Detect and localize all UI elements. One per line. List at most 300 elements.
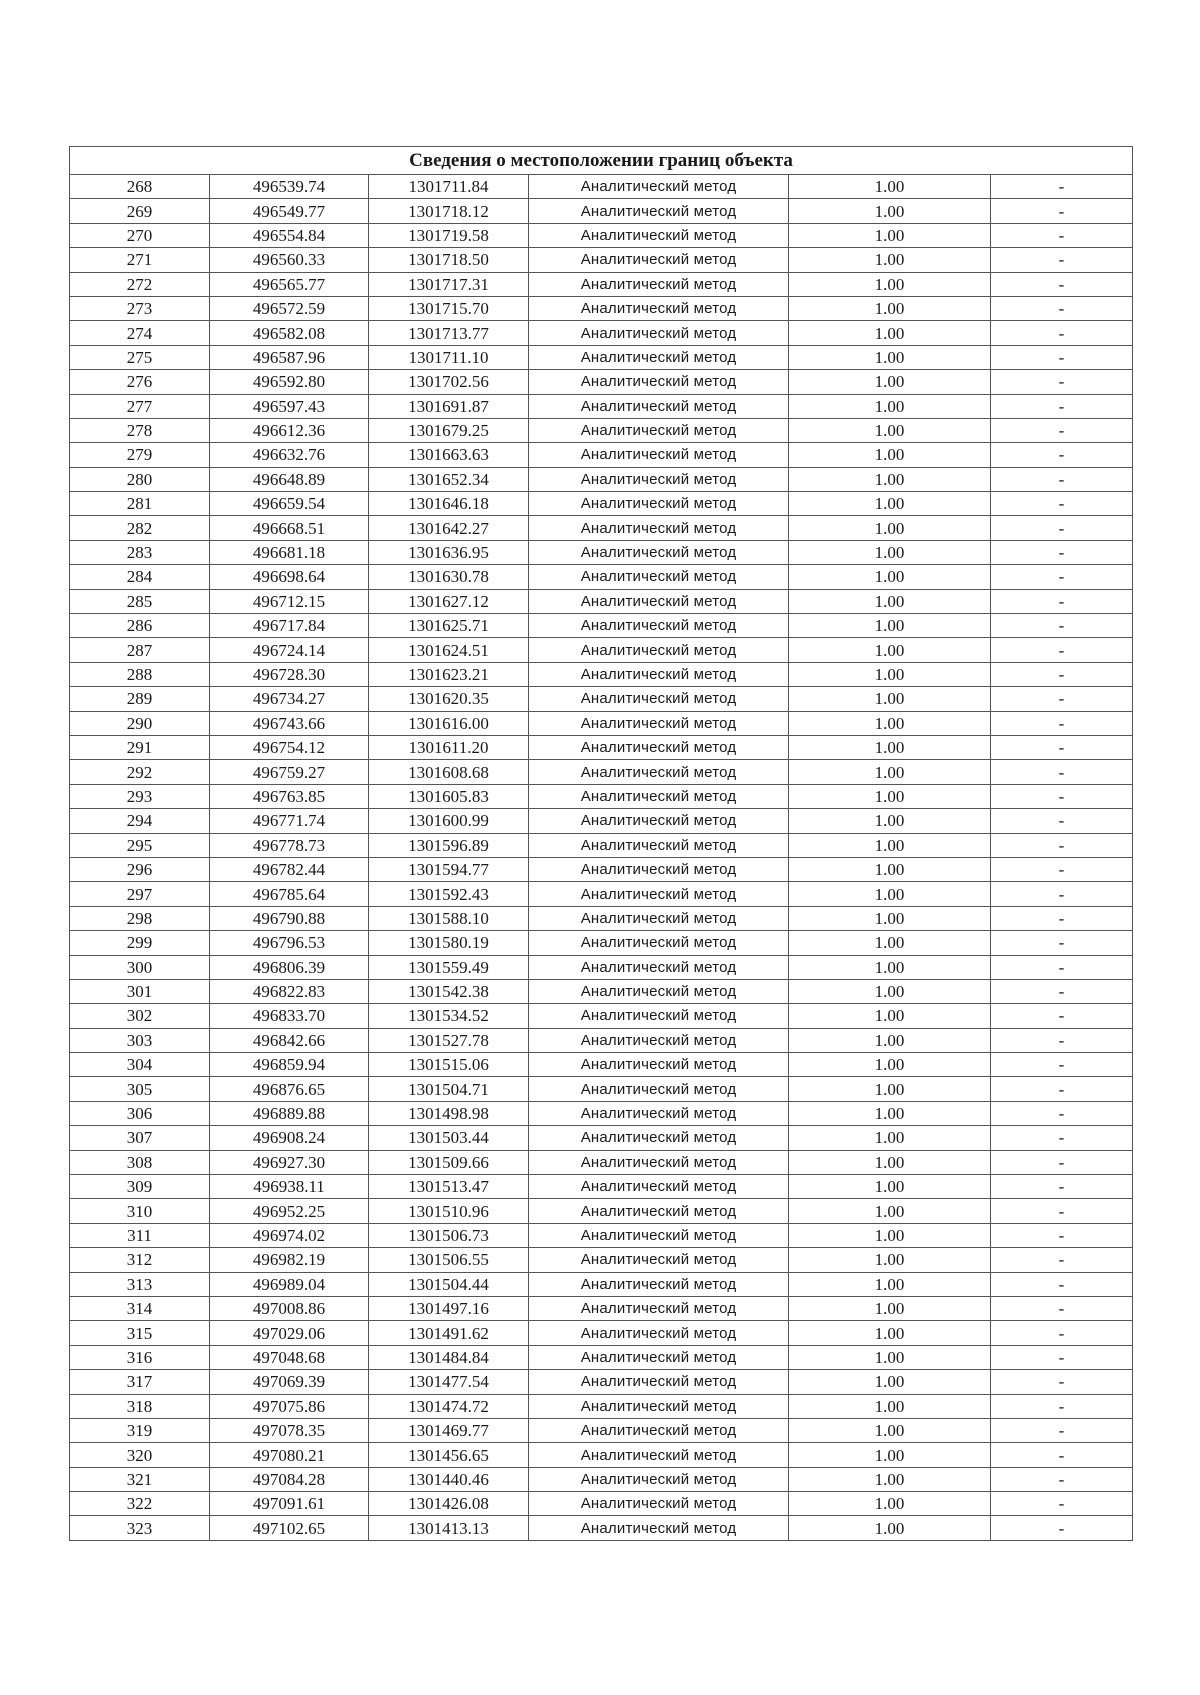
point-number-cell: 284 [70,565,210,589]
table-row [70,882,1133,906]
description-cell: - [991,199,1133,223]
method-cell: Аналитический метод [529,979,789,1003]
accuracy-cell: 1.00 [789,1150,991,1174]
x-coordinate-cell: 496717.84 [210,614,369,638]
point-number-cell: 298 [70,906,210,930]
x-coordinate-cell: 496876.65 [210,1077,369,1101]
table-row [70,784,1133,808]
table-row [70,223,1133,247]
x-coordinate-cell: 496648.89 [210,467,369,491]
description-cell: - [991,955,1133,979]
description-cell: - [991,857,1133,881]
method-cell: Аналитический метод [529,614,789,638]
description-cell: - [991,345,1133,369]
x-coordinate-cell: 496572.59 [210,296,369,320]
description-cell: - [991,321,1133,345]
description-cell: - [991,589,1133,613]
y-coordinate-cell: 1301611.20 [369,735,529,759]
y-coordinate-cell: 1301484.84 [369,1345,529,1369]
x-coordinate-cell: 497102.65 [210,1516,369,1540]
y-coordinate-cell: 1301498.98 [369,1101,529,1125]
table-row [70,1418,1133,1442]
x-coordinate-cell: 496698.64 [210,565,369,589]
point-number-cell: 303 [70,1028,210,1052]
point-number-cell: 295 [70,833,210,857]
accuracy-cell: 1.00 [789,1199,991,1223]
x-coordinate-cell: 496565.77 [210,272,369,296]
description-cell: - [991,272,1133,296]
table-row [70,272,1133,296]
x-coordinate-cell: 496927.30 [210,1150,369,1174]
accuracy-cell: 1.00 [789,979,991,1003]
table-row [70,833,1133,857]
y-coordinate-cell: 1301497.16 [369,1296,529,1320]
accuracy-cell: 1.00 [789,565,991,589]
accuracy-cell: 1.00 [789,955,991,979]
point-number-cell: 276 [70,370,210,394]
table-row [70,1492,1133,1516]
table-row [70,540,1133,564]
method-cell: Аналитический метод [529,760,789,784]
table-row [70,1053,1133,1077]
accuracy-cell: 1.00 [789,760,991,784]
point-number-cell: 281 [70,492,210,516]
x-coordinate-cell: 496771.74 [210,809,369,833]
point-number-cell: 301 [70,979,210,1003]
y-coordinate-cell: 1301663.63 [369,443,529,467]
y-coordinate-cell: 1301600.99 [369,809,529,833]
table-row [70,1028,1133,1052]
point-number-cell: 305 [70,1077,210,1101]
y-coordinate-cell: 1301506.73 [369,1223,529,1247]
description-cell: - [991,540,1133,564]
table-row [70,296,1133,320]
description-cell: - [991,1345,1133,1369]
point-number-cell: 288 [70,662,210,686]
x-coordinate-cell: 496782.44 [210,857,369,881]
description-cell: - [991,1199,1133,1223]
table-row [70,931,1133,955]
description-cell: - [991,784,1133,808]
description-cell: - [991,370,1133,394]
x-coordinate-cell: 496806.39 [210,955,369,979]
table-row [70,955,1133,979]
description-cell: - [991,1394,1133,1418]
accuracy-cell: 1.00 [789,1223,991,1247]
point-number-cell: 297 [70,882,210,906]
accuracy-cell: 1.00 [789,1394,991,1418]
x-coordinate-cell: 497048.68 [210,1345,369,1369]
method-cell: Аналитический метод [529,321,789,345]
boundary-points-table [69,146,1133,1541]
accuracy-cell: 1.00 [789,1516,991,1540]
method-cell: Аналитический метод [529,199,789,223]
y-coordinate-cell: 1301592.43 [369,882,529,906]
point-number-cell: 269 [70,199,210,223]
point-number-cell: 304 [70,1053,210,1077]
description-cell: - [991,1296,1133,1320]
description-cell: - [991,1516,1133,1540]
y-coordinate-cell: 1301534.52 [369,1004,529,1028]
x-coordinate-cell: 496763.85 [210,784,369,808]
accuracy-cell: 1.00 [789,443,991,467]
point-number-cell: 307 [70,1126,210,1150]
method-cell: Аналитический метод [529,1077,789,1101]
point-number-cell: 302 [70,1004,210,1028]
x-coordinate-cell: 496889.88 [210,1101,369,1125]
table-row [70,760,1133,784]
table-row [70,321,1133,345]
table-row [70,345,1133,369]
accuracy-cell: 1.00 [789,735,991,759]
description-cell: - [991,662,1133,686]
x-coordinate-cell: 497075.86 [210,1394,369,1418]
accuracy-cell: 1.00 [789,638,991,662]
method-cell: Аналитический метод [529,662,789,686]
y-coordinate-cell: 1301636.95 [369,540,529,564]
y-coordinate-cell: 1301469.77 [369,1418,529,1442]
description-cell: - [991,1443,1133,1467]
y-coordinate-cell: 1301718.12 [369,199,529,223]
point-number-cell: 316 [70,1345,210,1369]
table-row [70,979,1133,1003]
x-coordinate-cell: 496734.27 [210,687,369,711]
method-cell: Аналитический метод [529,467,789,491]
x-coordinate-cell: 496796.53 [210,931,369,955]
method-cell: Аналитический метод [529,540,789,564]
method-cell: Аналитический метод [529,638,789,662]
accuracy-cell: 1.00 [789,345,991,369]
point-number-cell: 308 [70,1150,210,1174]
table-row [70,1150,1133,1174]
method-cell: Аналитический метод [529,931,789,955]
point-number-cell: 310 [70,1199,210,1223]
description-cell: - [991,638,1133,662]
point-number-cell: 321 [70,1467,210,1491]
point-number-cell: 311 [70,1223,210,1247]
method-cell: Аналитический метод [529,784,789,808]
y-coordinate-cell: 1301503.44 [369,1126,529,1150]
table-row [70,1101,1133,1125]
description-cell: - [991,492,1133,516]
table-row [70,589,1133,613]
y-coordinate-cell: 1301652.34 [369,467,529,491]
y-coordinate-cell: 1301542.38 [369,979,529,1003]
method-cell: Аналитический метод [529,833,789,857]
method-cell: Аналитический метод [529,589,789,613]
description-cell: - [991,1248,1133,1272]
accuracy-cell: 1.00 [789,1004,991,1028]
table-row [70,1248,1133,1272]
description-cell: - [991,1321,1133,1345]
method-cell: Аналитический метод [529,1394,789,1418]
y-coordinate-cell: 1301513.47 [369,1175,529,1199]
table-row [70,1321,1133,1345]
y-coordinate-cell: 1301510.96 [369,1199,529,1223]
method-cell: Аналитический метод [529,1028,789,1052]
accuracy-cell: 1.00 [789,662,991,686]
x-coordinate-cell: 497008.86 [210,1296,369,1320]
y-coordinate-cell: 1301702.56 [369,370,529,394]
y-coordinate-cell: 1301515.06 [369,1053,529,1077]
point-number-cell: 319 [70,1418,210,1442]
y-coordinate-cell: 1301426.08 [369,1492,529,1516]
description-cell: - [991,760,1133,784]
method-cell: Аналитический метод [529,394,789,418]
y-coordinate-cell: 1301717.31 [369,272,529,296]
y-coordinate-cell: 1301718.50 [369,248,529,272]
method-cell: Аналитический метод [529,1370,789,1394]
y-coordinate-cell: 1301616.00 [369,711,529,735]
method-cell: Аналитический метод [529,1175,789,1199]
point-number-cell: 290 [70,711,210,735]
description-cell: - [991,1101,1133,1125]
table-row [70,809,1133,833]
accuracy-cell: 1.00 [789,199,991,223]
accuracy-cell: 1.00 [789,394,991,418]
accuracy-cell: 1.00 [789,1272,991,1296]
y-coordinate-cell: 1301594.77 [369,857,529,881]
description-cell: - [991,296,1133,320]
y-coordinate-cell: 1301625.71 [369,614,529,638]
point-number-cell: 271 [70,248,210,272]
table-row [70,638,1133,662]
accuracy-cell: 1.00 [789,1418,991,1442]
y-coordinate-cell: 1301608.68 [369,760,529,784]
method-cell: Аналитический метод [529,955,789,979]
table-row [70,516,1133,540]
description-cell: - [991,1272,1133,1296]
accuracy-cell: 1.00 [789,1077,991,1101]
method-cell: Аналитический метод [529,1492,789,1516]
method-cell: Аналитический метод [529,857,789,881]
table-row [70,1345,1133,1369]
table-row [70,1516,1133,1540]
y-coordinate-cell: 1301605.83 [369,784,529,808]
table-row [70,1175,1133,1199]
accuracy-cell: 1.00 [789,1492,991,1516]
accuracy-cell: 1.00 [789,1296,991,1320]
accuracy-cell: 1.00 [789,418,991,442]
point-number-cell: 285 [70,589,210,613]
table-row [70,662,1133,686]
description-cell: - [991,467,1133,491]
x-coordinate-cell: 496554.84 [210,223,369,247]
description-cell: - [991,735,1133,759]
point-number-cell: 318 [70,1394,210,1418]
accuracy-cell: 1.00 [789,1053,991,1077]
accuracy-cell: 1.00 [789,467,991,491]
method-cell: Аналитический метод [529,345,789,369]
y-coordinate-cell: 1301440.46 [369,1467,529,1491]
description-cell: - [991,175,1133,199]
point-number-cell: 306 [70,1101,210,1125]
x-coordinate-cell: 496982.19 [210,1248,369,1272]
y-coordinate-cell: 1301456.65 [369,1443,529,1467]
x-coordinate-cell: 496549.77 [210,199,369,223]
table-row [70,418,1133,442]
y-coordinate-cell: 1301646.18 [369,492,529,516]
method-cell: Аналитический метод [529,1101,789,1125]
method-cell: Аналитический метод [529,565,789,589]
method-cell: Аналитический метод [529,443,789,467]
method-cell: Аналитический метод [529,248,789,272]
y-coordinate-cell: 1301713.77 [369,321,529,345]
x-coordinate-cell: 496908.24 [210,1126,369,1150]
table-row [70,467,1133,491]
y-coordinate-cell: 1301588.10 [369,906,529,930]
description-cell: - [991,1223,1133,1247]
method-cell: Аналитический метод [529,1272,789,1296]
method-cell: Аналитический метод [529,809,789,833]
x-coordinate-cell: 496759.27 [210,760,369,784]
y-coordinate-cell: 1301527.78 [369,1028,529,1052]
accuracy-cell: 1.00 [789,516,991,540]
accuracy-cell: 1.00 [789,1101,991,1125]
accuracy-cell: 1.00 [789,1443,991,1467]
table-row [70,1467,1133,1491]
y-coordinate-cell: 1301642.27 [369,516,529,540]
accuracy-cell: 1.00 [789,175,991,199]
accuracy-cell: 1.00 [789,882,991,906]
accuracy-cell: 1.00 [789,614,991,638]
table-row [70,687,1133,711]
method-cell: Аналитический метод [529,516,789,540]
x-coordinate-cell: 496778.73 [210,833,369,857]
accuracy-cell: 1.00 [789,1248,991,1272]
point-number-cell: 317 [70,1370,210,1394]
description-cell: - [991,1028,1133,1052]
method-cell: Аналитический метод [529,1418,789,1442]
method-cell: Аналитический метод [529,687,789,711]
table-title-row [70,147,1133,175]
x-coordinate-cell: 497069.39 [210,1370,369,1394]
point-number-cell: 278 [70,418,210,442]
point-number-cell: 315 [70,1321,210,1345]
x-coordinate-cell: 497084.28 [210,1467,369,1491]
x-coordinate-cell: 496754.12 [210,735,369,759]
accuracy-cell: 1.00 [789,857,991,881]
method-cell: Аналитический метод [529,296,789,320]
description-cell: - [991,248,1133,272]
x-coordinate-cell: 496842.66 [210,1028,369,1052]
description-cell: - [991,687,1133,711]
x-coordinate-cell: 496724.14 [210,638,369,662]
description-cell: - [991,1467,1133,1491]
description-cell: - [991,223,1133,247]
table-row [70,248,1133,272]
method-cell: Аналитический метод [529,492,789,516]
table-row [70,711,1133,735]
description-cell: - [991,979,1133,1003]
method-cell: Аналитический метод [529,711,789,735]
y-coordinate-cell: 1301596.89 [369,833,529,857]
point-number-cell: 272 [70,272,210,296]
method-cell: Аналитический метод [529,370,789,394]
point-number-cell: 273 [70,296,210,320]
method-cell: Аналитический метод [529,906,789,930]
description-cell: - [991,1370,1133,1394]
method-cell: Аналитический метод [529,735,789,759]
accuracy-cell: 1.00 [789,687,991,711]
accuracy-cell: 1.00 [789,540,991,564]
accuracy-cell: 1.00 [789,1467,991,1491]
point-number-cell: 286 [70,614,210,638]
x-coordinate-cell: 496833.70 [210,1004,369,1028]
method-cell: Аналитический метод [529,223,789,247]
accuracy-cell: 1.00 [789,1345,991,1369]
x-coordinate-cell: 496728.30 [210,662,369,686]
x-coordinate-cell: 496587.96 [210,345,369,369]
table-row [70,443,1133,467]
table-row [70,370,1133,394]
point-number-cell: 280 [70,467,210,491]
y-coordinate-cell: 1301509.66 [369,1150,529,1174]
point-number-cell: 268 [70,175,210,199]
method-cell: Аналитический метод [529,882,789,906]
table-row [70,175,1133,199]
accuracy-cell: 1.00 [789,1028,991,1052]
accuracy-cell: 1.00 [789,906,991,930]
description-cell: - [991,1175,1133,1199]
x-coordinate-cell: 496612.36 [210,418,369,442]
table-row [70,1077,1133,1101]
x-coordinate-cell: 496668.51 [210,516,369,540]
point-number-cell: 314 [70,1296,210,1320]
method-cell: Аналитический метод [529,1345,789,1369]
table-row [70,1296,1133,1320]
point-number-cell: 313 [70,1272,210,1296]
point-number-cell: 282 [70,516,210,540]
accuracy-cell: 1.00 [789,1321,991,1345]
x-coordinate-cell: 497080.21 [210,1443,369,1467]
table-row [70,1443,1133,1467]
y-coordinate-cell: 1301474.72 [369,1394,529,1418]
method-cell: Аналитический метод [529,1443,789,1467]
description-cell: - [991,565,1133,589]
method-cell: Аналитический метод [529,1004,789,1028]
accuracy-cell: 1.00 [789,809,991,833]
x-coordinate-cell: 497078.35 [210,1418,369,1442]
description-cell: - [991,1418,1133,1442]
x-coordinate-cell: 496659.54 [210,492,369,516]
table-body [70,175,1133,1541]
point-number-cell: 277 [70,394,210,418]
table-title: Сведения о местоположении границ объекта [70,147,1133,175]
y-coordinate-cell: 1301504.71 [369,1077,529,1101]
accuracy-cell: 1.00 [789,589,991,613]
point-number-cell: 283 [70,540,210,564]
y-coordinate-cell: 1301691.87 [369,394,529,418]
x-coordinate-cell: 496822.83 [210,979,369,1003]
table-row [70,1394,1133,1418]
point-number-cell: 293 [70,784,210,808]
accuracy-cell: 1.00 [789,1370,991,1394]
y-coordinate-cell: 1301506.55 [369,1248,529,1272]
table-row [70,1004,1133,1028]
point-number-cell: 270 [70,223,210,247]
table-row [70,1199,1133,1223]
table-row [70,1272,1133,1296]
description-cell: - [991,1150,1133,1174]
x-coordinate-cell: 496582.08 [210,321,369,345]
description-cell: - [991,614,1133,638]
description-cell: - [991,1053,1133,1077]
x-coordinate-cell: 496539.74 [210,175,369,199]
method-cell: Аналитический метод [529,1199,789,1223]
description-cell: - [991,394,1133,418]
description-cell: - [991,1126,1133,1150]
